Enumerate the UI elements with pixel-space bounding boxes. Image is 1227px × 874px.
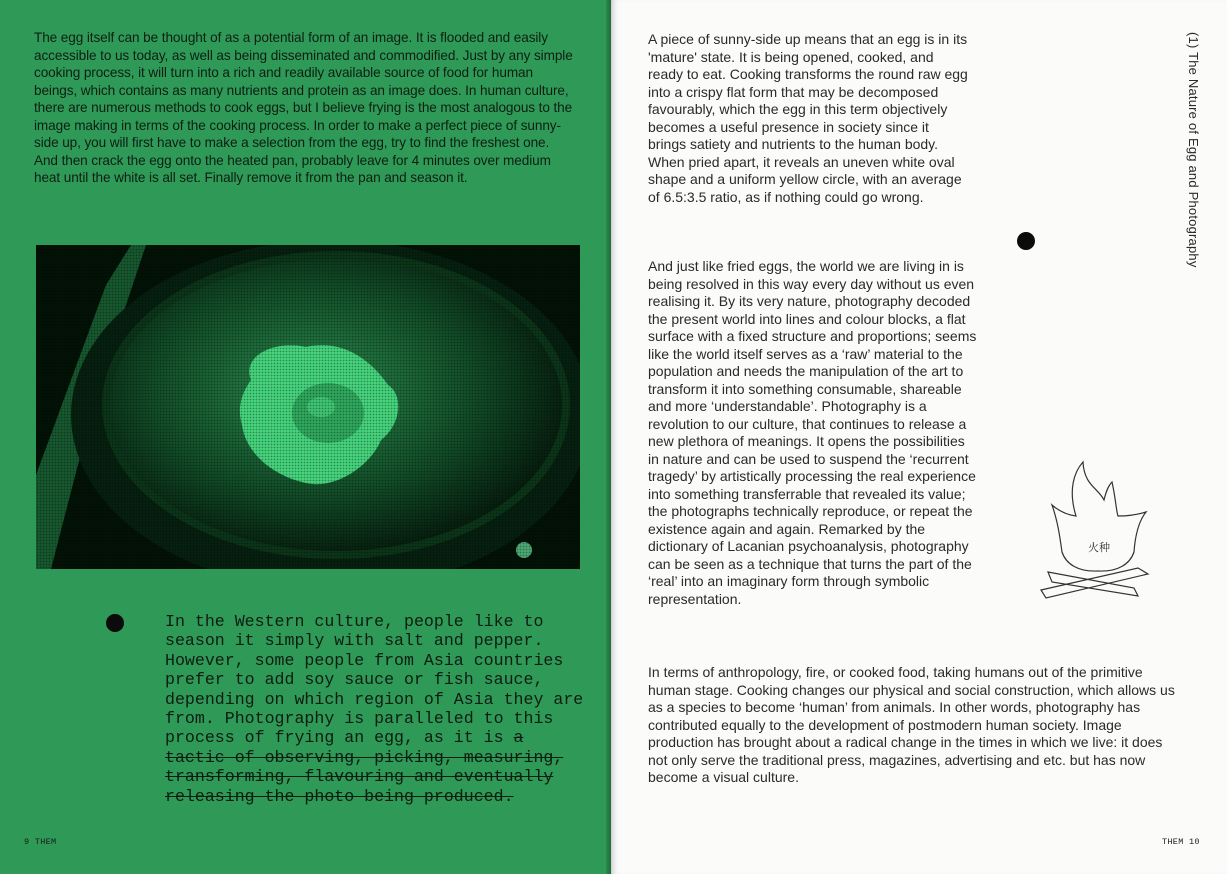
- fried-egg-photo: [36, 245, 580, 569]
- mono-paragraph: [165, 612, 585, 806]
- fire-label: 火种: [1088, 541, 1110, 554]
- bullet-dot: [106, 614, 124, 632]
- campfire-illustration: [1038, 460, 1153, 607]
- fried-egg-illustration: [36, 245, 580, 569]
- right-paragraph-2: And just like fried eggs, the world we are living in is being resolved in this way every day without us even realising it. By its very nature, photography decoded the present world into lines and colour blocks, a flat surface with a fixed structure and proportions; seems like the world itself serves as a ‘raw’ material to the population and needs the manipulation of the art to transform it into something consumable, shareable and more ‘understandable’. Photography is a revolution to our culture, that continues to release a new plethora of meanings. It opens the possibilities in nature and can be used to suspend the ‘recurrent tragedy’ by artistically processing the real experience into something transferrable that revealed its value; the photographs technically reproduce, or repeat the existence again and again. Remarked by the dictionary of Lacanian psychoanalysis, photography can be seen as a technique that turns the part of the ‘real’ into an imaginary form through symbolic representation.: [648, 258, 977, 607]
- chapter-title: (1) The Nature of Egg and Photography: [1186, 32, 1201, 268]
- mono-paragraph-text: In the Western culture, people like to season it simply with salt and pepper. However, some people from Asia countries prefer to add soy sauce or fish sauce, depending on which region of Asia they are from. Photography is paralleled to this process of frying an egg, as it is: [165, 612, 584, 748]
- right-paragraph-3: In terms of anthropology, fire, or cooked food, taking humans out of the primitive human stage. Cooking changes our physical and social construction, which allows us as a species to become ‘human’ from animals. In other words, photography has contributed equally to the development of postmodern human society. Image production has brought about a radical change in the times in which we live: it does not only serve the traditional press, magazines, advertising and etc. but has now become a visual culture.: [648, 664, 1175, 785]
- left-page: [0, 0, 611, 874]
- left-folio: 9 THEM: [24, 837, 57, 847]
- intro-paragraph: The egg itself can be thought of as a potential form of an image. It is flooded and easily accessible to us today, as well as being disseminated and commodified. Just by any simple cooking process, it will turn into a rich and readily available source of food for human beings, which contains as many nutrients and protein as an image does. In human culture, there are numerous methods to cook eggs, but I believe frying is the most analogous to the image making in terms of the cooking process. In order to make a perfect piece of sunny-side up, you will first have to make a selection from the egg, try to find the freshest one. And then crack the egg onto the heated pan, probably leave for 4 minutes over medium heat until the white is all set. Finally remove it from the pan and season it.: [34, 30, 573, 185]
- struck-through-text: a tactic of observing, picking, measuring, transforming, flavouring and eventually releasing the photo being produced.: [165, 728, 564, 806]
- right-paragraph-1: A piece of sunny-side up means that an egg is in its 'mature' state. It is being opened, cooked, and ready to eat. Cooking transforms the round raw egg into a crispy flat form that may be decomposed favourably, which the egg in this term objectively becomes a useful presence in society since it brings satiety and nutrients to the human body. When pried apart, it reveals an uneven white oval shape and a uniform yellow circle, with an average of 6.5:3.5 ratio, as if nothing could go wrong.: [648, 31, 968, 205]
- fire-icon: [1038, 460, 1153, 602]
- decorative-dot: [1017, 232, 1035, 250]
- right-folio: THEM 10: [1162, 837, 1200, 847]
